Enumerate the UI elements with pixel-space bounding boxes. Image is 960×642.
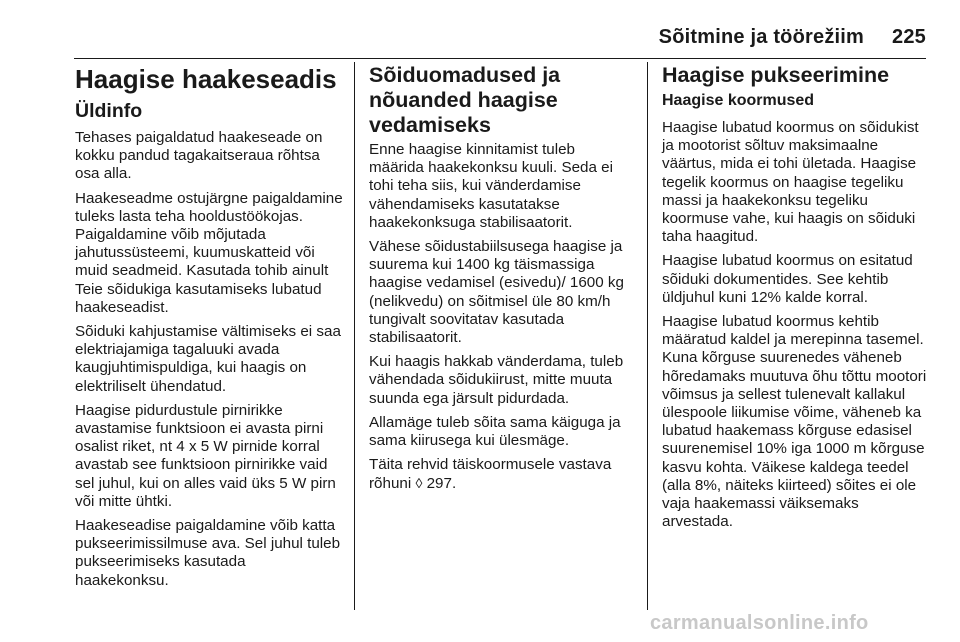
column-3 [662,60,930,537]
paragraph: Allamäge tuleb sõita sama käiguga ja sama kiirusega kui ülesmäge. [369,413,621,450]
page-number: 225 [892,26,926,48]
paragraph-tyre-pressure [369,456,633,493]
section-title: Sõitmine ja töörežiim [658,26,865,48]
paragraph: Vähese sõidustabiilsusega haagise ja suurema kui 1400 kg täismassiga haagise vedamisel (esivedu)/ 1600 kg (nelikvedu) on sõitmisel üle 80 km/h tungivalt soovitatav kasutada stabilisaatorit. [369,238,624,347]
section-heading-trailer-towing: Haagise pukseerimine [662,63,890,87]
subheading-trailer-loads: Haagise koormused [662,92,815,109]
paragraph: Haagise pidurdustule pirnirikke avastamise funktsioon ei avasta pirni osalist riket, nt 4 x 5 W pirnide korral avastab see funktsioon pirnirikke vaid sel juhul, kui on alles vaid üks 5 W pirn või mitte ühtki. [75,401,336,510]
page-reference-icon: ◊ [415,475,423,492]
section-heading-driving-advice: Sõiduomadused ja nõuanded haagise vedamiseks [369,63,561,137]
paragraph: Haagise lubatud koormus kehtib määratud kaldel ja merepinna tasemel. Kuna kõrguse suurenedes väheneb hõredamaks muutuva õhu tõttu mootori võimsus ja sellest tulenevalt kallakul ülespoole liikumise võime, väheneb ka lubatud haakemass kõrguse edasisel suurenemisel 10% iga 1000 m kõrguse kasvu kohta. Väikese kaldega teedel (alla 8%, näiteks kiirteed) sõites ei ole vaja haakemassi väiksemaks arvestada. [662,313,927,531]
paragraph: Haakeseadise paigaldamine võib katta pukseerimissilmuse ava. Sel juhul tuleb pukseerimiseks kasutada haakekonksu. [75,517,341,589]
paragraph: Haagise lubatud koormus on sõidukist ja mootorist sõltuv maksimaalne väärtus, mida ei tohi ületada. Haagise tegelik koormus on haagise tegeliku massi ja haakekonksu tegeliku koormuse vahe, kui haagis on sõiduki taha haagitud. [662,119,919,246]
paragraph: Haakeseadme ostujärgne paigaldamine tuleks lasta teha hooldustöökojas. Paigaldamine võib mõjutada jahutussüsteemi, kuumuskatteid või muid seadmeid. Kasutada tohib ainult Teie sõidukiga kasutamiseks lubatud haakeseadist. [75,189,343,316]
subheading-general-info: Üldinfo [75,100,143,122]
paragraph: Sõiduki kahjustamise vältimiseks ei saa elektriajamiga tagaluuki avada kaugjuhtimispuldiga, kui haagis on elektriliselt ühendatud. [75,323,341,395]
column-divider [647,62,648,610]
paragraph: Haagise lubatud koormus on esitatud sõiduki dokumentides. See kehtib üldjuhul kuni 12% kalde korral. [662,252,913,306]
paragraph-text: Täita rehvid täiskoormusele vastava rõhuni [369,456,612,493]
column-divider [354,62,355,610]
header-rule [74,58,926,59]
paragraph: Tehases paigaldatud haakeseade on kokku pandud tagakaitseraua rõhtsa osa alla. [75,129,323,183]
paragraph: Kui haagis hakkab vänderdama, tuleb vähendada sõidukiirust, mitte muuta suunda ega järsult pidurdada. [369,353,624,407]
paragraph: Enne haagise kinnitamist tuleb määrida haakekonksu kuuli. Seda ei tohi teha siis, kui vänderdamise vähendamiseks kasutatakse haakekonksuga stabilisaatorit. [369,141,613,231]
column-1 [75,60,343,596]
page-header [0,26,926,56]
watermark: carmanualsonline.info [650,612,869,634]
section-heading-trailer-hitch: Haagise haakeseadis [75,64,337,94]
page-reference-link[interactable]: 297. [426,475,457,493]
column-2 [369,60,633,500]
